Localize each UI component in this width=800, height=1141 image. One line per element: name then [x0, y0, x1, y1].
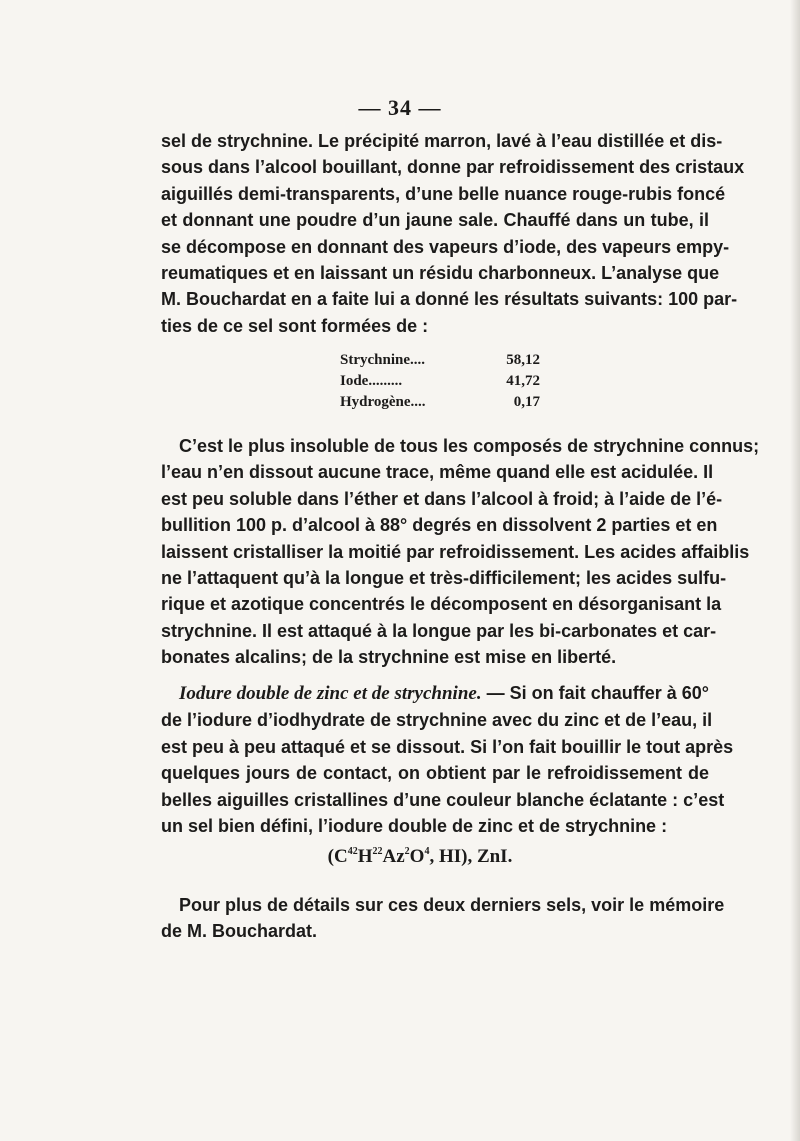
text-line: bullition 100 p. d’alcool à 88° degrés en dissolvent 2 parties et en [161, 515, 718, 536]
component-value: 0,17 [513, 394, 540, 410]
text-line: rique et azotique concentrés le décomposent en désorganisant la [161, 594, 722, 615]
text-fragment: — Si on fait chauffer à 60° [481, 683, 710, 703]
formula-subscript: 2 [404, 846, 410, 857]
text-line: ties de ce sel sont formées de : [161, 315, 429, 336]
text-line: C’est le plus insoluble de tous les composés de strychnine connus; [179, 436, 760, 456]
paragraph-solubility [161, 433, 760, 671]
text-line: sous dans l’alcool bouillant, donne par refroidissement des cristaux [161, 157, 745, 178]
text-line: aiguillés demi-transparents, d’une belle nuance rouge-rubis foncé [161, 183, 726, 204]
paragraph-reference [161, 892, 725, 945]
page-number: — 34 — [358, 95, 442, 120]
formula-part: , HI), ZnI. [429, 846, 513, 867]
section-title: Iodure double de zinc et de strychnine. [179, 683, 482, 704]
formula-part: H [357, 846, 373, 867]
component-name: Iode......... [340, 373, 403, 389]
text-line: un sel bien défini, l’iodure double de zinc et de strychnine : [161, 816, 668, 837]
composition-row [340, 350, 540, 371]
text-line: quelques jours de contact, on obtient par le refroidissement de [161, 763, 709, 784]
text-line: laissent cristalliser la moitié par refroidissement. Les acides affaiblis [161, 541, 750, 562]
text-line: bonates alcalins; de la strychnine est mise en liberté. [161, 647, 617, 668]
text-line: est peu à peu attaqué et se dissout. Si l’on fait bouillir le tout après [161, 736, 734, 757]
formula-subscript: 22 [372, 846, 383, 857]
formula-part: Az [382, 846, 405, 867]
paragraph-zinc-double-iodide [161, 680, 734, 839]
text-line: Pour plus de détails sur ces deux derniers sels, voir le mémoire [179, 895, 725, 915]
text-line: est peu soluble dans l’éther et dans l’alcool à froid; à l’aide de l’é- [161, 488, 723, 509]
component-name: Hydrogène.... [340, 394, 426, 410]
text-line: strychnine. Il est attaqué à la longue par les bi-carbonates et car- [161, 620, 717, 641]
text-line: de M. Bouchardat. [161, 921, 318, 942]
composition-row [340, 371, 540, 392]
chemical-formula [0, 846, 800, 868]
paragraph-strychnine-precipitate [161, 128, 745, 339]
formula-part: O [409, 846, 425, 867]
text-line [161, 680, 709, 707]
component-name: Strychnine.... [340, 352, 426, 368]
component-value: 41,72 [506, 373, 540, 389]
text-line: ne l’attaquent qu’à la longue et très-difficilement; les acides sulfu- [161, 568, 727, 589]
text-line: M. Bouchardat en a faite lui a donné les résultats suivants: 100 par- [161, 289, 738, 310]
formula-part: (C [327, 846, 348, 867]
text-line: l’eau n’en dissout aucune trace, même quand elle est acidulée. Il [161, 462, 714, 483]
formula-subscript: 4 [424, 846, 430, 857]
component-value: 58,12 [506, 352, 540, 368]
composition-row [340, 392, 540, 413]
composition-table [340, 350, 540, 413]
text-line: belles aiguilles cristallines d’une couleur blanche éclatante : c’est [161, 789, 725, 810]
formula-subscript: 42 [347, 846, 358, 857]
text-line: reumatiques et en laissant un résidu charbonneux. L’analyse que [161, 263, 720, 284]
text-line: sel de strychnine. Le précipité marron, lavé à l’eau distillée et dis- [161, 131, 723, 151]
text-line: se décompose en donnant des vapeurs d’iode, des vapeurs empy- [161, 236, 730, 257]
text-line: et donnant une poudre d’un jaune sale. Chauffé dans un tube, il [161, 210, 709, 231]
page-edge [790, 0, 800, 1141]
text-line: de l’iodure d’iodhydrate de strychnine avec du zinc et de l’eau, il [161, 710, 713, 731]
